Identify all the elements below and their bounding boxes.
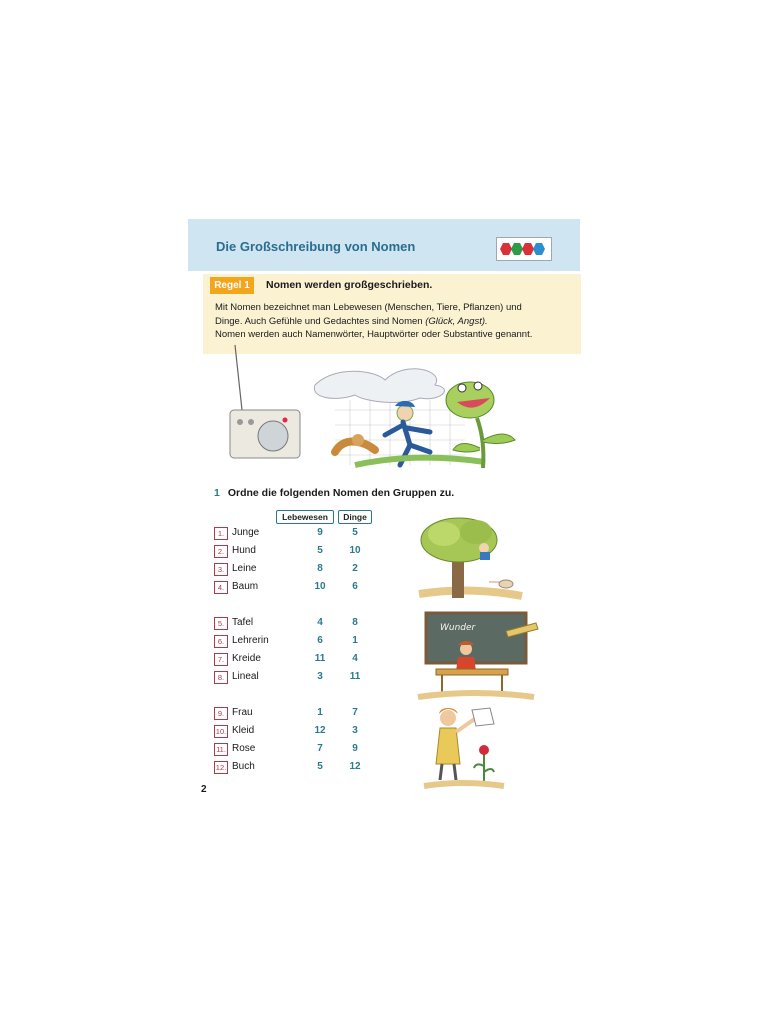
task-text: Ordne die folgenden Nomen den Gruppen zu. <box>227 487 455 499</box>
woman-rose-illustration <box>418 704 508 792</box>
row-dinge-value: 2 <box>352 563 358 574</box>
row-index: 11. <box>214 743 228 756</box>
row-dinge-value: 6 <box>352 581 358 592</box>
row-word: Hund <box>232 545 256 556</box>
row-dinge-value: 10 <box>349 545 361 556</box>
row-word: Buch <box>232 761 255 772</box>
row-dinge-value: 4 <box>352 653 358 664</box>
row-dinge-value: 9 <box>352 743 358 754</box>
row-index: 4. <box>214 581 228 594</box>
chapter-title: Die Großschreibung von Nomen <box>216 239 416 254</box>
row-lebewesen-value: 11 <box>314 653 326 664</box>
row-index: 10. <box>215 727 227 736</box>
row-dinge-value: 5 <box>352 527 358 538</box>
rule-line-2b: (Glück, Angst). <box>425 315 488 327</box>
row-word: Baum <box>232 581 259 592</box>
chalkboard-text: Wunder <box>440 623 476 633</box>
row-dinge-value: 11 <box>349 671 361 682</box>
row-lebewesen-value: 6 <box>317 635 323 646</box>
row-index: 5. <box>214 617 228 630</box>
rule-line-2 <box>215 315 575 329</box>
chapter-header <box>188 219 580 271</box>
rule-illustration <box>215 340 555 475</box>
row-index: 1. <box>214 527 228 540</box>
row-dinge-value: 7 <box>352 707 358 718</box>
row-word: Kreide <box>232 653 261 664</box>
row-index: 8. <box>214 671 228 684</box>
row-lebewesen-value: 8 <box>317 563 323 574</box>
row-lebewesen-value: 5 <box>317 761 323 772</box>
row-word: Lehrerin <box>232 635 269 646</box>
page-number: 2 <box>201 784 207 795</box>
row-lebewesen-value: 9 <box>317 527 323 538</box>
rule-line-3: Nomen werden auch Namenwörter, Hauptwörter oder Substantive genannt. <box>215 329 533 340</box>
row-lebewesen-value: 12 <box>314 725 326 736</box>
row-index: 9. <box>214 707 228 720</box>
row-dinge-value: 12 <box>349 761 361 772</box>
row-dinge-value: 3 <box>352 725 358 736</box>
row-word: Tafel <box>232 617 254 628</box>
row-lebewesen-value: 1 <box>317 707 323 718</box>
row-word: Lineal <box>232 671 259 682</box>
row-word: Leine <box>232 563 257 574</box>
row-word: Junge <box>232 527 260 538</box>
row-index: 3. <box>214 563 228 576</box>
oxo-logo-icon <box>496 237 552 261</box>
rule-line-1: Mit Nomen bezeichnet man Lebewesen (Menschen, Tiere, Pflanzen) und <box>215 302 522 313</box>
row-index: 7. <box>214 653 228 666</box>
classroom-illustration <box>414 605 539 701</box>
row-lebewesen-value: 4 <box>317 617 323 628</box>
rule-label: Regel 1 <box>210 277 254 294</box>
column-header-lebewesen: Lebewesen <box>276 510 334 524</box>
row-lebewesen-value: 5 <box>317 545 323 556</box>
row-lebewesen-value: 3 <box>317 671 323 682</box>
row-word: Rose <box>232 743 256 754</box>
rule-line-2a: Dinge. Auch Gefühle und Gedachtes sind Nomen <box>215 315 426 327</box>
row-dinge-value: 8 <box>352 617 358 628</box>
row-index: 12. <box>215 763 227 772</box>
tree-illustration <box>414 512 524 604</box>
task-number: 1 <box>214 487 220 499</box>
row-word: Kleid <box>232 725 255 736</box>
rule-title: Nomen werden großgeschrieben. <box>266 279 433 291</box>
task-heading <box>214 487 454 499</box>
row-index: 6. <box>214 635 228 648</box>
column-header-dinge: Dinge <box>338 510 372 524</box>
row-index: 2. <box>214 545 228 558</box>
rule-text <box>215 301 575 342</box>
row-lebewesen-value: 10 <box>314 581 326 592</box>
row-lebewesen-value: 7 <box>317 743 323 754</box>
row-word: Frau <box>232 707 253 718</box>
row-dinge-value: 1 <box>352 635 358 646</box>
